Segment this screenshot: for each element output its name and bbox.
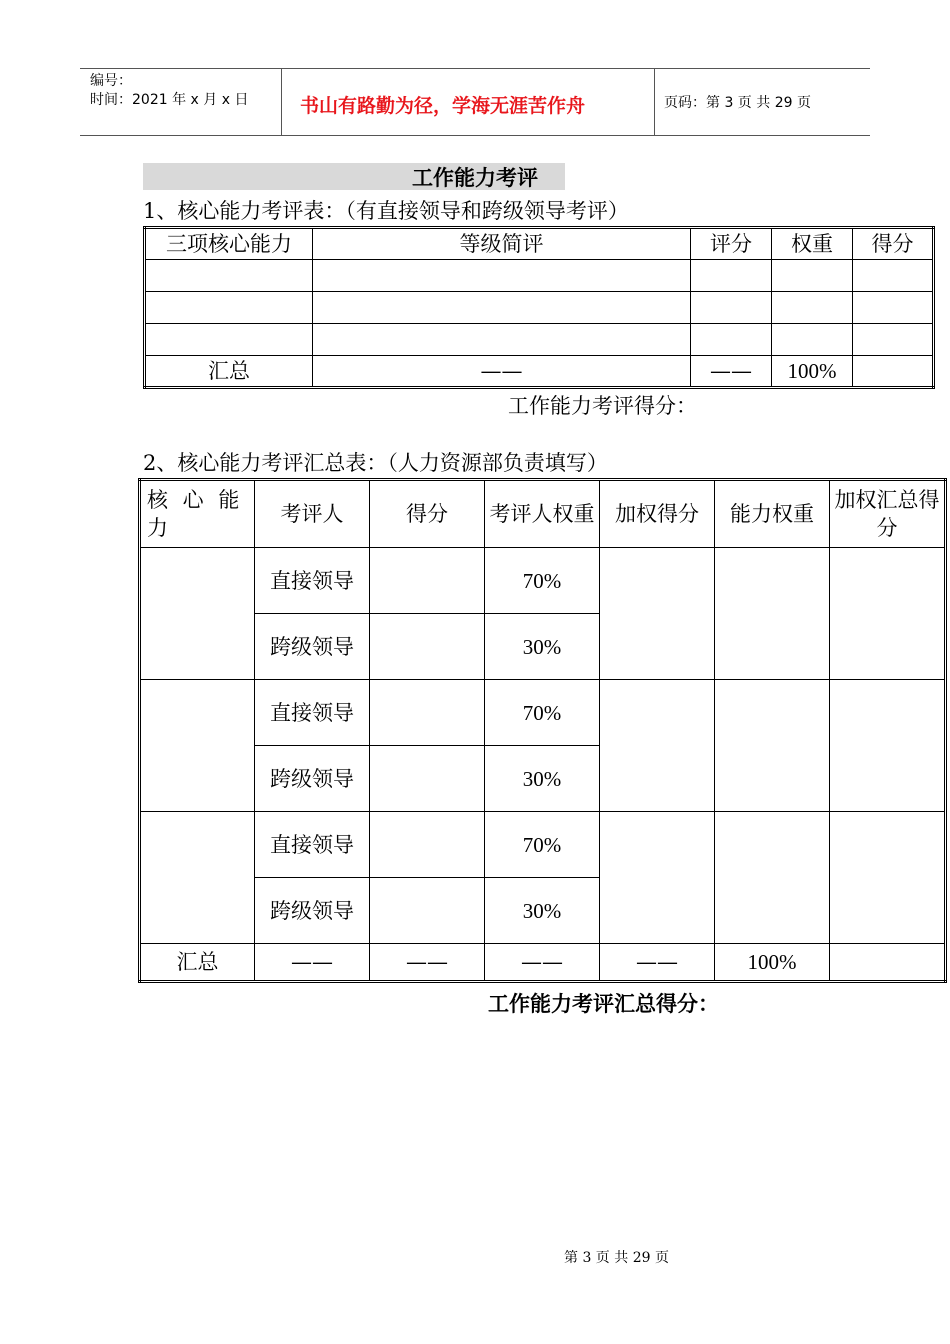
- weight-cell: 30%: [485, 878, 600, 944]
- cell[interactable]: [145, 324, 313, 356]
- table-row: [140, 812, 946, 878]
- cell[interactable]: [772, 260, 853, 292]
- summary-row: [140, 944, 946, 982]
- summary-row: [145, 356, 934, 388]
- section2-caption: 2、核心能力考评汇总表：（人力资源部负责填写）: [143, 451, 608, 475]
- header-cell: 加权得分: [600, 480, 715, 548]
- table-row: [140, 680, 946, 746]
- header-cell: 三项核心能力: [145, 228, 313, 260]
- ability-weight-cell[interactable]: [715, 680, 830, 812]
- header-cell: 评分: [691, 228, 772, 260]
- header-divider: [654, 68, 655, 136]
- section1-caption: 1、核心能力考评表：（有直接领导和跨级领导考评）: [143, 199, 629, 223]
- ability-cell[interactable]: [140, 812, 255, 944]
- header-cell: 考评人: [255, 480, 370, 548]
- score-cell[interactable]: [370, 548, 485, 614]
- header-cell: 等级简评: [313, 228, 691, 260]
- weighted-score-cell[interactable]: [600, 680, 715, 812]
- header-cell: 加权汇总得分: [830, 480, 946, 548]
- weighted-total-cell[interactable]: [830, 680, 946, 812]
- score-cell[interactable]: [370, 614, 485, 680]
- cell[interactable]: [772, 292, 853, 324]
- summary-score[interactable]: [853, 356, 934, 388]
- score-cell[interactable]: [370, 812, 485, 878]
- weight-cell: 70%: [485, 548, 600, 614]
- header-divider: [281, 68, 282, 136]
- header-cell: 核 心 能 力: [140, 480, 255, 548]
- summary-score[interactable]: [830, 944, 946, 982]
- evaluator-cell: 直接领导: [255, 548, 370, 614]
- cell[interactable]: [145, 260, 313, 292]
- cell[interactable]: [145, 292, 313, 324]
- ability-weight-cell[interactable]: [715, 812, 830, 944]
- summary-dash: ——: [600, 944, 715, 982]
- header-cell: 考评人权重: [485, 480, 600, 548]
- evaluator-cell: 跨级领导: [255, 746, 370, 812]
- cell[interactable]: [313, 260, 691, 292]
- summary-dash: ——: [485, 944, 600, 982]
- weight-cell: 70%: [485, 680, 600, 746]
- weighted-total-cell[interactable]: [830, 812, 946, 944]
- motto: 书山有路勤为径，学海无涯苦作舟: [300, 95, 586, 117]
- summary-label: 汇总: [140, 944, 255, 982]
- page-title: 工作能力考评: [412, 165, 538, 190]
- cell[interactable]: [691, 324, 772, 356]
- evaluator-cell: 直接领导: [255, 812, 370, 878]
- table-header-row: [145, 228, 934, 260]
- summary-weight: 100%: [715, 944, 830, 982]
- cell[interactable]: [853, 292, 934, 324]
- weighted-score-cell[interactable]: [600, 812, 715, 944]
- weighted-total-cell[interactable]: [830, 548, 946, 680]
- cell[interactable]: [313, 324, 691, 356]
- summary-label: 汇总: [145, 356, 313, 388]
- page-info: 页码：第 3 页 共 29 页: [664, 95, 811, 111]
- evaluator-cell: 跨级领导: [255, 878, 370, 944]
- table-row: [145, 292, 934, 324]
- weighted-score-cell[interactable]: [600, 548, 715, 680]
- cell[interactable]: [772, 324, 853, 356]
- header-cell: 得分: [370, 480, 485, 548]
- summary-weight: 100%: [772, 356, 853, 388]
- ability-cell[interactable]: [140, 680, 255, 812]
- ability-cell[interactable]: [140, 548, 255, 680]
- section1-score-label: 工作能力考评得分：: [508, 394, 697, 418]
- cell[interactable]: [313, 292, 691, 324]
- cell[interactable]: [853, 324, 934, 356]
- header-cell: 得分: [853, 228, 934, 260]
- weight-cell: 70%: [485, 812, 600, 878]
- summary-dash: ——: [370, 944, 485, 982]
- cell[interactable]: [853, 260, 934, 292]
- table-row: [145, 260, 934, 292]
- weight-cell: 30%: [485, 614, 600, 680]
- core-ability-summary-table: [138, 478, 947, 983]
- table-header-row: [140, 480, 946, 548]
- page-footer: 第 3 页 共 29 页: [564, 1250, 669, 1266]
- header-cell: 权重: [772, 228, 853, 260]
- core-ability-table: [143, 226, 935, 389]
- ability-weight-cell[interactable]: [715, 548, 830, 680]
- table-row: [140, 548, 946, 614]
- number-label: 编号：: [90, 73, 132, 89]
- score-cell[interactable]: [370, 680, 485, 746]
- cell[interactable]: [691, 292, 772, 324]
- header-bottom-rule: [80, 135, 870, 136]
- header-top-rule: [80, 68, 870, 69]
- summary-dash: ——: [255, 944, 370, 982]
- section2-score-label: 工作能力考评汇总得分：: [488, 991, 719, 1016]
- summary-dash: ——: [691, 356, 772, 388]
- evaluator-cell: 跨级领导: [255, 614, 370, 680]
- score-cell[interactable]: [370, 746, 485, 812]
- weight-cell: 30%: [485, 746, 600, 812]
- evaluator-cell: 直接领导: [255, 680, 370, 746]
- header-cell: 能力权重: [715, 480, 830, 548]
- summary-dash: ——: [313, 356, 691, 388]
- cell[interactable]: [691, 260, 772, 292]
- time-label: 时间：2021 年 x 月 x 日: [90, 92, 249, 108]
- score-cell[interactable]: [370, 878, 485, 944]
- table-row: [145, 324, 934, 356]
